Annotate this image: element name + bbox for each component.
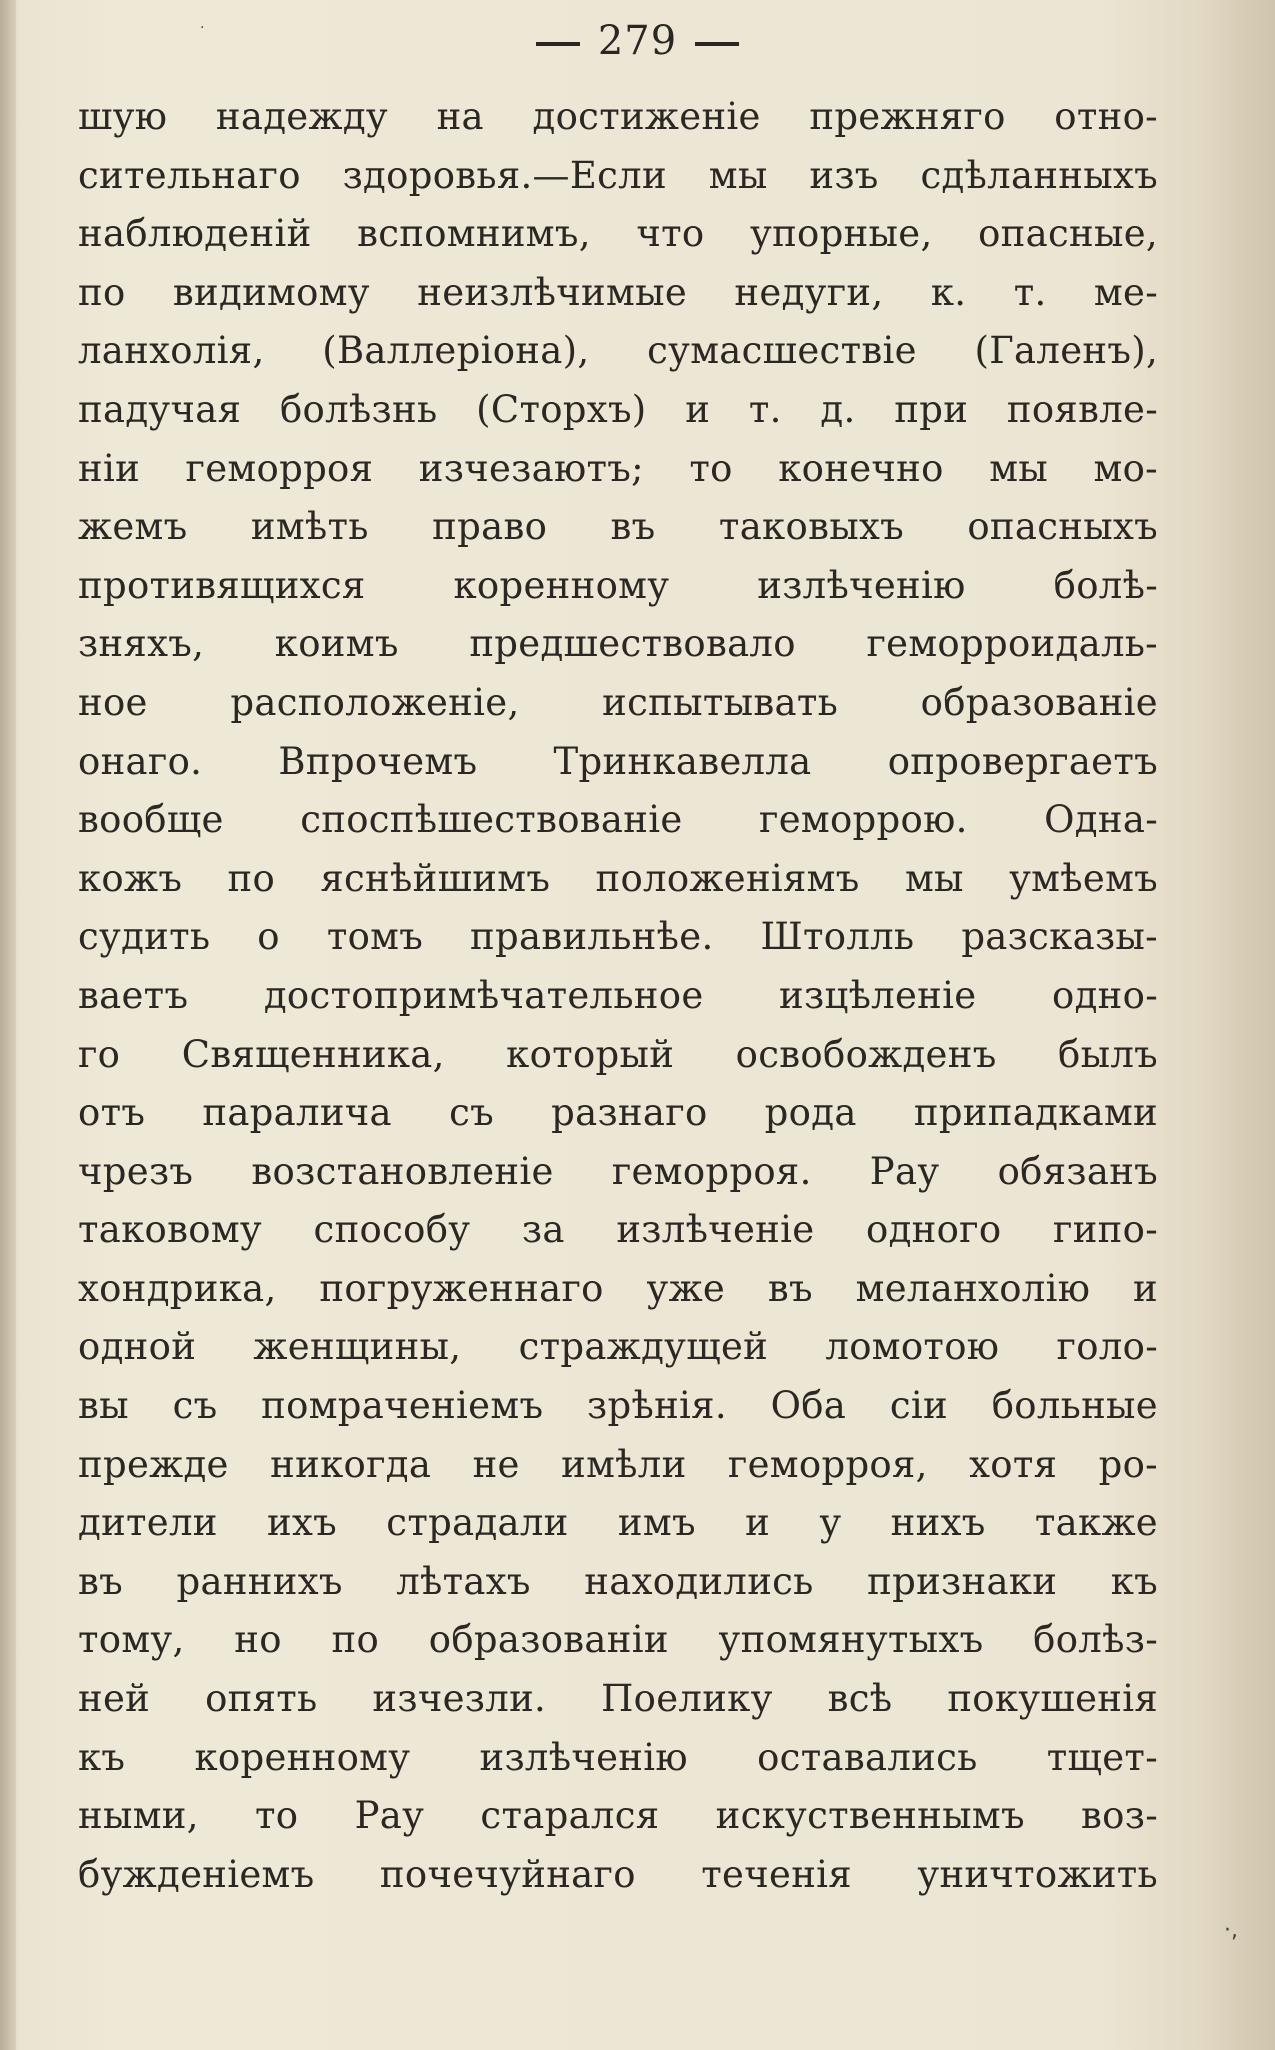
text-line: сительнаго здоровья.—Если мы изъ сдѣланныхъ — [78, 153, 1158, 197]
text-line: одной женщины, страждущей ломотою голо- — [78, 1325, 1158, 1369]
text-line: хондрика, погруженнаго уже въ меланхолію и — [78, 1266, 1158, 1310]
text-line: къ коренному излѣченію оставались тщет- — [78, 1735, 1158, 1779]
text-line: ланхолія, (Валлеріона), сумасшествіе (Галенъ), — [78, 329, 1158, 373]
text-line: противящихся коренному излѣченію болѣ- — [78, 563, 1158, 607]
text-line: шую надежду на достиженіе прежняго отно- — [78, 95, 1158, 138]
text-line: тому, но по образованіи упомянутыхъ болѣз- — [78, 1618, 1158, 1662]
text-line: ными, то Рау старался искуственнымъ воз- — [78, 1794, 1158, 1838]
text-line: зняхъ, коимъ предшествовало геморроидаль- — [78, 622, 1158, 666]
text-line: по видимому неизлѣчимые недуги, к. т. ме- — [78, 270, 1158, 314]
text-line: ваетъ достопримѣчательное изцѣленіе одно- — [78, 973, 1158, 1017]
print-speck: ·, — [1224, 1918, 1238, 1943]
text-line: чрезъ возстановленіе геморроя. Рау обязанъ — [78, 1149, 1159, 1193]
page-number-header — [0, 18, 1275, 64]
text-line: таковому способу за излѣченіе одного гипо- — [78, 1208, 1158, 1252]
text-line: онаго. Впрочемъ Тринкавелла опровергаетъ — [78, 739, 1158, 783]
text-line: жемъ имѣть право въ таковыхъ опасныхъ — [78, 505, 1158, 549]
text-line: вообще споспѣшествованіе геморрою. Одна- — [78, 798, 1158, 842]
text-line: кожъ по яснѣйшимъ положеніямъ мы умѣемъ — [78, 856, 1158, 900]
left-dash — [536, 42, 580, 46]
text-line: падучая болѣзнь (Сторхъ) и т. д. при появле- — [78, 387, 1159, 431]
text-line: въ раннихъ лѣтахъ находились признаки къ — [78, 1559, 1158, 1603]
text-line: судить о томъ правильнѣе. Штолль разсказы- — [78, 915, 1158, 959]
text-line: ніи геморроя изчезаютъ; то конечно мы мо- — [78, 446, 1158, 490]
page-number: 279 — [597, 18, 678, 64]
text-line: дители ихъ страдали имъ и у нихъ также — [78, 1501, 1158, 1545]
body-text — [78, 88, 1158, 1904]
text-line: прежде никогда не имѣли геморроя, хотя ро- — [78, 1442, 1158, 1486]
page-gutter-edge — [0, 0, 16, 2050]
right-dash — [695, 42, 739, 46]
text-line: ней опять изчезли. Поелику всѣ покушенія — [78, 1677, 1158, 1721]
text-line: бужденіемъ почечуйнаго теченія уничтожить — [78, 1852, 1158, 1896]
print-speck: · — [200, 20, 205, 36]
text-line: го Священника, который освобожденъ былъ — [78, 1032, 1158, 1076]
text-line: наблюденій вспомнимъ, что упорные, опасные, — [78, 212, 1158, 256]
text-line: ное расположеніе, испытывать образованіе — [78, 680, 1158, 724]
text-line: отъ паралича съ разнаго рода припадками — [78, 1091, 1158, 1135]
text-line: вы съ помраченіемъ зрѣнія. Оба сіи больные — [78, 1384, 1158, 1428]
